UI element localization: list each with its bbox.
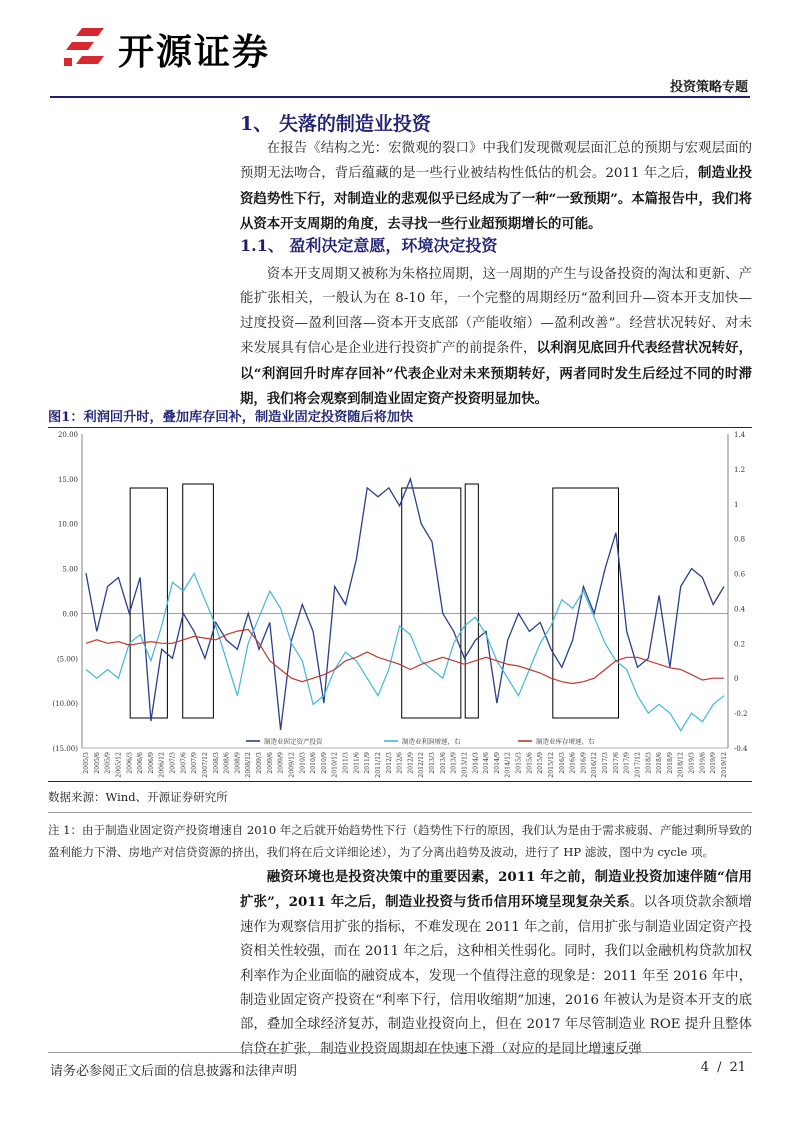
x-axis-tick-label: 2018/9 [666,752,674,774]
x-axis-tick-label: 2012/6 [396,752,404,774]
x-axis-tick-label: 2009/6 [266,752,274,774]
brand-name: 开源证券 [118,32,271,73]
x-axis-tick-label: 2006/3 [126,752,134,774]
x-axis-tick-label: 2017/3 [602,752,610,774]
right-axis-tick-label: 1.2 [734,465,746,474]
kaiyuan-logo-icon [62,26,108,70]
x-axis-tick-label: 2014/6 [483,752,491,774]
page-number [697,1060,750,1075]
chart-legend [246,737,595,746]
footer-divider [48,1052,752,1053]
right-axis-tick-label: 0 [734,675,739,684]
left-axis-tick-label: 20.00 [57,431,78,439]
x-axis-tick-label: 2008/3 [212,752,220,774]
left-axis-ticks [52,431,78,753]
x-axis-tick-label: 2016/6 [569,752,577,774]
left-axis-tick-label: 10.00 [57,520,78,529]
x-axis-tick-label: 2010/3 [299,752,307,774]
paragraph-financing-bold: 融资环境也是投资决策中的重要因素，2011 年之前，制造业投资加速伴随“信用扩张”，2011 年之后，制造业投资与货币信用环境呈现复杂关系 [240,869,752,911]
right-axis-tick-label: 0.8 [734,535,746,544]
x-axis-tick-label: 2017/12 [634,752,642,778]
paragraph-intro-bold: 制造业投资趋势性下行，对制造业的悲观似乎已经成为了一种“一致预期”。本篇报告中，我们将从资本开支周期的角度，去寻找一些行业超预期增长的可能。 [240,165,752,233]
paragraph-financing [240,865,752,1062]
paragraph-capex-bold: 以利润见底回升代表经营状况转好，以“利润回升时库存回补”代表企业对未来预期转好，两者同时发生后经过不同的时滞期，我们将会观察到制造业固定资产投资明显加快。 [240,340,752,408]
line-chart [46,428,754,778]
x-axis-tick-label: 2005/12 [115,752,123,778]
x-axis-tick-label: 2007/9 [191,752,199,774]
x-axis-tick-label: 2019/6 [699,752,707,774]
x-axis-tick-label: 2006/12 [158,752,166,778]
left-axis-tick-label: 0.00 [62,610,78,619]
x-axis-tick-label: 2005/6 [93,752,101,774]
x-axis-tick-label: 2013/3 [429,752,437,774]
x-axis-tick-label: 2014/9 [493,752,501,774]
x-axis-tick-label: 2015/12 [547,752,555,778]
left-axis-tick-label: (10.00) [52,700,78,709]
header-divider [50,96,750,98]
page-separator: / [717,1060,722,1075]
x-axis-tick-label: 2014/3 [472,752,480,774]
x-axis-tick-label: 2015/9 [537,752,545,774]
legend-label: 制造业固定资产投资 [264,737,323,746]
left-axis-tick-label: 5.00 [62,565,78,574]
report-type-label: 投资策略专题 [669,80,748,95]
right-axis-tick-label: 1 [734,500,739,509]
x-axis-tick-label: 2005/3 [83,752,90,774]
series-line-1 [86,574,724,731]
x-axis-tick-label: 2006/6 [137,752,145,774]
paragraph-financing-plain: 。以各项贷款余额增速作为观察信用扩张的指标，不难发现在 2011 年之前，信用扩张与制造业固定资产投资相关性较强，而在 2011 年之后，这种相关性弱化。同时，我们以金融机构贷款加权利率作为企业面临的融资成本，发现一个值得注意的现象是：2011 年至 2016 年中，制造业固定资产投资在“利率下行，信用收缩期”加速，2016 年被认为是资本开支的底部，叠加全球经济复苏，制造业投资向上，但在 2017 年尽管制造业 ROE 提升且整体信贷在扩张，制造业投资周期却在快速下滑（对应的是同比增速反弹 [240,895,752,1057]
paragraph-intro [240,137,752,238]
x-axis-tick-label: 2007/6 [180,752,188,774]
left-axis-tick-label: (5.00) [56,655,78,664]
x-axis-tick-label: 2005/9 [104,752,112,774]
highlight-box [183,484,214,718]
highlight-box [465,484,478,718]
x-axis-tick-label: 2008/9 [234,752,242,774]
left-axis-tick-label: 15.00 [57,475,78,484]
x-axis-tick-label: 2011/9 [364,752,372,774]
section-heading-1-1: 1.1、 盈利决定意愿，环境决定投资 [240,236,498,255]
right-axis-tick-label: -0.2 [734,710,748,719]
x-axis-tick-label: 2009/3 [256,752,264,774]
x-axis-tick-label: 2010/9 [320,752,328,774]
right-axis-tick-label: -0.4 [734,745,748,753]
x-axis-tick-label: 2009/12 [288,752,296,778]
x-axis-tick-label: 2017/6 [612,752,620,774]
chart-axes [82,434,728,748]
x-axis-ticks [83,752,728,778]
right-axis-tick-label: 0.4 [734,605,746,614]
x-axis-tick-label: 2012/9 [407,752,415,774]
footer-disclaimer: 请务必参阅正文后面的信息披露和法律声明 [50,1064,298,1079]
x-axis-tick-label: 2013/12 [461,752,469,778]
highlight-box [130,488,167,718]
right-axis-tick-label: 0.2 [734,640,746,649]
x-axis-tick-label: 2012/12 [418,752,426,778]
x-axis-tick-label: 2016/12 [591,752,599,778]
x-axis-tick-label: 2017/9 [623,752,631,774]
figure-bottom-rule [48,781,752,782]
x-axis-tick-label: 2007/12 [201,752,209,778]
x-axis-tick-label: 2018/3 [645,752,653,774]
highlight-boxes [130,484,618,718]
x-axis-tick-label: 2011/3 [342,752,350,774]
left-axis-tick-label: (15.00) [52,745,78,753]
right-axis-tick-label: 0.6 [734,570,746,579]
paragraph-capex-cycle [240,263,752,412]
figure-title: 图1：利润回升时，叠加库存回补，制造业固定投资随后将加快 [48,410,414,425]
series-line-0 [86,479,724,730]
x-axis-tick-label: 2008/12 [245,752,253,778]
x-axis-tick-label: 2010/12 [331,752,339,778]
x-axis-tick-label: 2011/12 [374,752,382,778]
x-axis-tick-label: 2016/3 [558,752,566,774]
page-current: 4 [700,1060,710,1075]
legend-label: 制造业利润增速，右 [402,737,461,746]
x-axis-tick-label: 2015/3 [515,752,523,774]
x-axis-tick-label: 2012/3 [385,752,393,774]
x-axis-tick-label: 2007/3 [169,752,177,774]
right-axis-tick-label: 1.4 [734,431,746,439]
x-axis-tick-label: 2018/12 [677,752,685,778]
highlight-box [553,488,619,718]
note-rule [48,812,752,813]
x-axis-tick-label: 2015/6 [526,752,534,774]
x-axis-tick-label: 2011/6 [353,752,361,774]
paragraph-intro-plain: 在报告《结构之光：宏微观的裂口》中我们发现微观层面汇总的预期与宏观层面的预期无法吻合，背后蕴藏的是一些行业被结构性低估的机会。2011 年之后， [240,141,752,182]
right-axis-ticks [734,431,748,753]
chart-series [86,479,724,731]
legend-label: 制造业库存增速，右 [536,737,595,746]
x-axis-tick-label: 2009/9 [277,752,285,774]
figure-note: 注 1：由于制造业固定资产投资增速自 2010 年之后就开始趋势性下行（趋势性下行的原因，我们认为是由于需求疲弱、产能过剩所导致的盈利能力下滑、房地产对信贷资源的挤出，我们将在后文详细论述），为了分离出趋势及波动，进行了 HP 滤波，图中为 cycle 项。 [48,823,752,859]
x-axis-tick-label: 2019/9 [710,752,718,774]
x-axis-tick-label: 2016/9 [580,752,588,774]
x-axis-tick-label: 2019/12 [721,752,728,778]
section-heading-1: 1、 失落的制造业投资 [240,113,431,135]
x-axis-tick-label: 2006/9 [147,752,155,774]
paragraph-capex-plain: 资本开支周期又被称为朱格拉周期，这一周期的产生与设备投资的淘汰和更新、产能扩张相关，一般认为在 8-10 年，一个完整的周期经历“盈利回升—资本开支加快—过度投资—盈利回落—资本开支底部（产能收缩）—盈利改善”。经营状况转好、对未来发展具有信心是企业进行投资扩产的前提条件， [240,267,752,357]
x-axis-tick-label: 2018/6 [656,752,664,774]
highlight-box [402,488,461,718]
x-axis-tick-label: 2013/9 [450,752,458,774]
x-axis-tick-label: 2014/12 [504,752,512,778]
figure-source: 数据来源：Wind、开源证券研究所 [48,790,228,804]
x-axis-tick-label: 2010/6 [310,752,318,774]
x-axis-tick-label: 2013/6 [439,752,447,774]
x-axis-tick-label: 2008/6 [223,752,231,774]
page-total: 21 [729,1060,746,1075]
x-axis-tick-label: 2019/3 [688,752,696,774]
